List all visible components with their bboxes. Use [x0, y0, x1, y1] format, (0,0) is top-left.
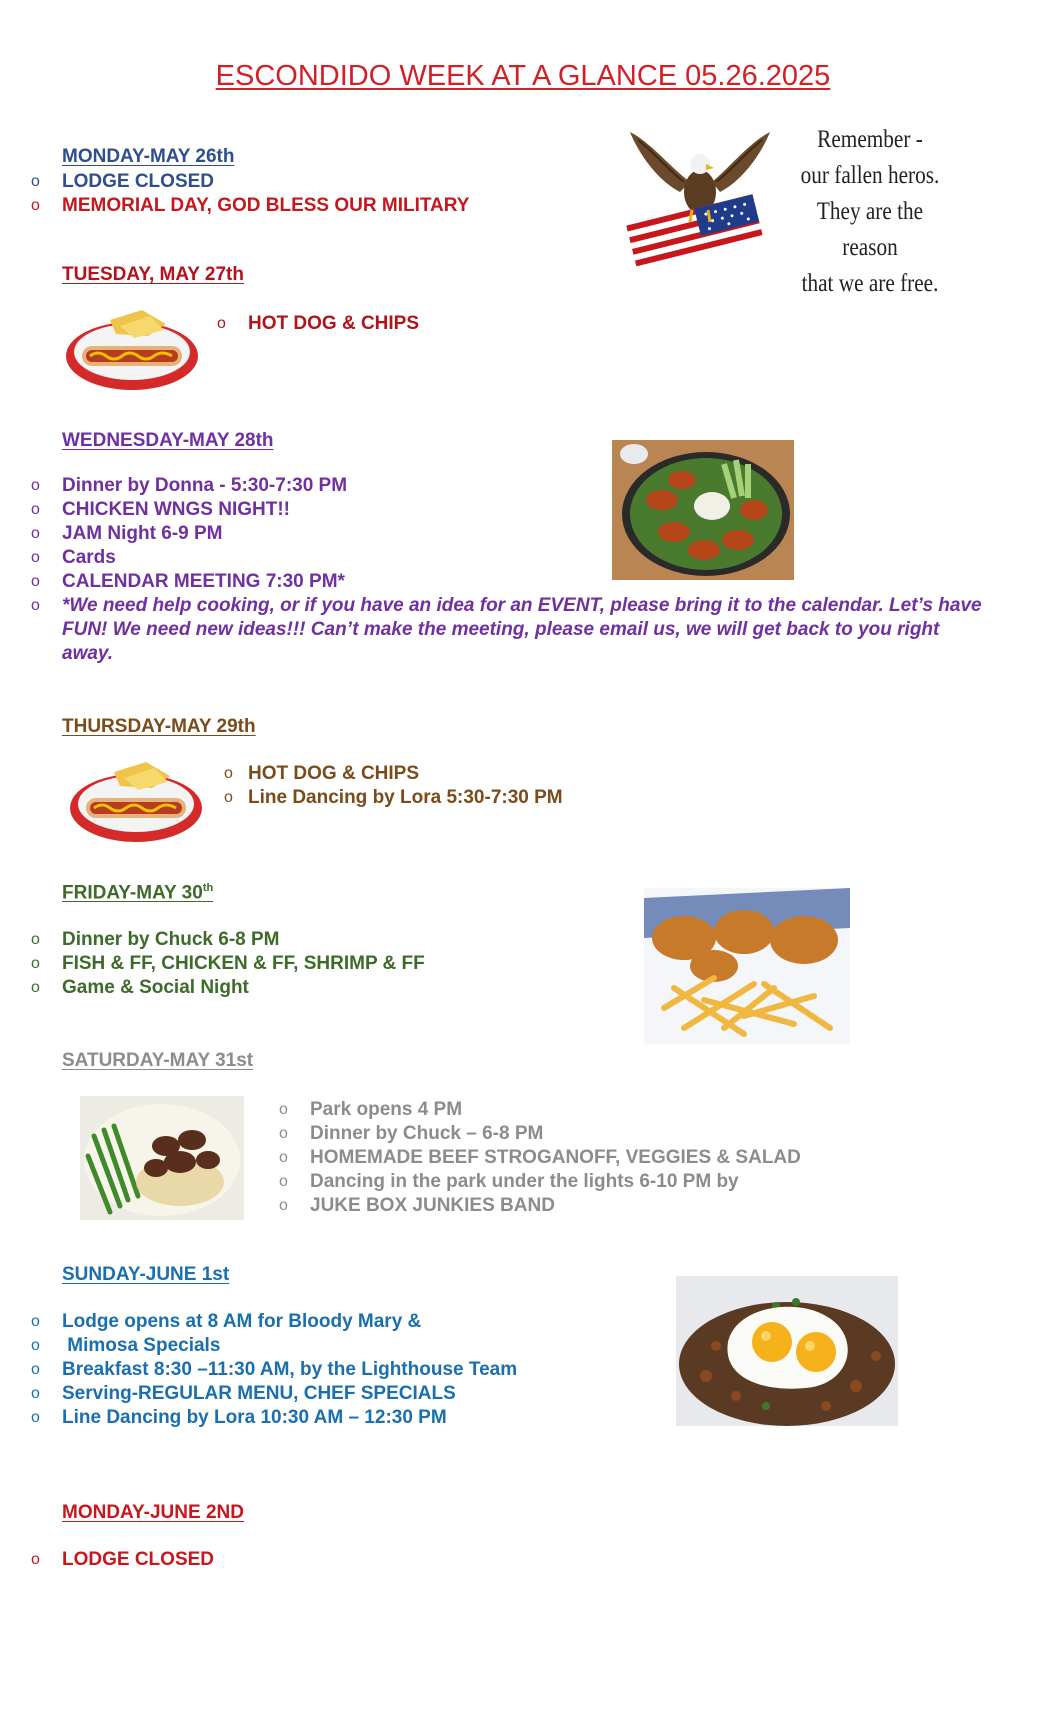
bullet-icon: o: [31, 1409, 40, 1426]
item-text: *We need help cooking, or if you have an idea for an EVENT, please bring it to the calendar. Let’s have FUN! We need new ideas!!! Can’t make the meeting, please email us, we will get back to you right away.: [62, 595, 982, 664]
item-text: Serving-REGULAR MENU, CHEF SPECIALS: [62, 1383, 456, 1404]
list-item: [0, 1382, 517, 1406]
list-item: [0, 952, 425, 976]
list-item: [186, 312, 419, 336]
bullet-icon: o: [217, 315, 226, 332]
bullet-icon: o: [31, 525, 40, 542]
eggs-breakfast-image: [676, 1276, 898, 1426]
page-title: ESCONDIDO WEEK AT A GLANCE 05.26.2025: [215, 60, 831, 92]
list-item: [0, 170, 469, 194]
list-item: [0, 1310, 517, 1334]
memorial-line: that we are free.: [801, 270, 939, 297]
memorial-text: [780, 122, 960, 302]
list-item: [0, 474, 992, 498]
list-item: [248, 1146, 801, 1170]
list-item: [0, 498, 992, 522]
friday-items: [31, 928, 425, 1000]
sunday-items: [31, 1310, 518, 1430]
bullet-icon: o: [279, 1101, 288, 1118]
bullet-icon: o: [31, 197, 40, 214]
bullet-icon: o: [224, 765, 233, 782]
list-item: [0, 1358, 517, 1382]
item-text: Line Dancing by Lora 5:30-7:30 PM: [248, 787, 563, 808]
item-text: LODGE CLOSED: [62, 1549, 215, 1570]
item-text: LODGE CLOSED: [62, 171, 215, 192]
fish-fries-image: [644, 888, 850, 1044]
list-item: [0, 522, 992, 546]
tuesday-items: [186, 312, 419, 336]
bullet-icon: o: [279, 1173, 288, 1190]
item-text: Mimosa Specials: [62, 1335, 221, 1356]
item-text: CALENDAR MEETING 7:30 PM*: [62, 571, 345, 592]
bullet-icon: o: [31, 979, 40, 996]
item-text: HOMEMADE BEEF STROGANOFF, VEGGIES & SALAD: [310, 1147, 801, 1168]
item-text: Game & Social Night: [62, 977, 249, 998]
list-item: [0, 1334, 517, 1358]
item-text: Line Dancing by Lora 10:30 AM – 12:30 PM: [62, 1407, 447, 1428]
item-text: JAM Night 6-9 PM: [62, 523, 223, 544]
bullet-icon: o: [31, 1361, 40, 1378]
friday-heading-main: FRIDAY-MAY 30: [62, 882, 203, 904]
list-item: [248, 1170, 801, 1194]
list-item: [186, 786, 563, 810]
day-heading-wednesday: WEDNESDAY-MAY 28th: [62, 430, 274, 451]
bullet-icon: o: [31, 477, 40, 494]
monday-items: [31, 170, 470, 218]
list-item: [248, 1194, 801, 1218]
hotdog-chips-image: [64, 306, 200, 392]
bullet-icon: o: [31, 931, 40, 948]
day-heading-friday: [62, 882, 213, 904]
bullet-icon: o: [224, 789, 233, 806]
bullet-icon: o: [31, 173, 40, 190]
bullet-icon: o: [31, 501, 40, 518]
wednesday-items: [31, 474, 992, 666]
bullet-icon: o: [31, 1337, 40, 1354]
day-heading-thursday: THURSDAY-MAY 29th: [62, 716, 256, 737]
bullet-icon: o: [31, 1551, 40, 1568]
list-item: [0, 928, 425, 952]
item-text: Dinner by Chuck 6-8 PM: [62, 929, 280, 950]
list-item: [186, 762, 563, 786]
list-item: [0, 1548, 214, 1572]
memorial-line: They are the reason: [816, 198, 924, 261]
saturday-items: [248, 1098, 801, 1218]
bullet-icon: o: [31, 955, 40, 972]
item-text: Dinner by Donna - 5:30-7:30 PM: [62, 475, 348, 496]
bullet-icon: o: [31, 1385, 40, 1402]
day-heading-monday: MONDAY-MAY 26th: [62, 146, 235, 167]
bullet-icon: o: [31, 597, 40, 614]
friday-heading-sup: th: [202, 882, 214, 894]
list-item: [0, 594, 992, 666]
list-item: [0, 194, 469, 218]
item-text: Breakfast 8:30 –11:30 AM, by the Lighthouse Team: [62, 1359, 518, 1380]
bullet-icon: o: [279, 1125, 288, 1142]
list-item: [248, 1098, 801, 1122]
item-text: Park opens 4 PM: [310, 1099, 463, 1120]
list-item: [0, 1406, 517, 1430]
bullet-icon: o: [31, 573, 40, 590]
item-text: JUKE BOX JUNKIES BAND: [310, 1195, 555, 1216]
bullet-icon: o: [31, 549, 40, 566]
item-text: CHICKEN WNGS NIGHT!!: [62, 499, 290, 520]
item-text: HOT DOG & CHIPS: [248, 313, 420, 334]
item-text: MEMORIAL DAY, GOD BLESS OUR MILITARY: [62, 195, 470, 216]
bullet-icon: o: [31, 1313, 40, 1330]
item-text: Dinner by Chuck – 6-8 PM: [310, 1123, 544, 1144]
item-text: HOT DOG & CHIPS: [248, 763, 420, 784]
bullet-icon: o: [279, 1197, 288, 1214]
item-text: FISH & FF, CHICKEN & FF, SHRIMP & FF: [62, 953, 425, 974]
item-text: Dancing in the park under the lights 6-10 PM by: [310, 1171, 739, 1192]
day-heading-saturday: SATURDAY-MAY 31st: [62, 1050, 254, 1071]
day-heading-monday-june: MONDAY-JUNE 2ND: [62, 1502, 244, 1523]
day-heading-sunday: SUNDAY-JUNE 1st: [62, 1264, 230, 1285]
item-text: Lodge opens at 8 AM for Bloody Mary &: [62, 1311, 422, 1332]
list-item: [248, 1122, 801, 1146]
eagle-flag-image: [620, 112, 780, 272]
memorial-line: Remember -: [817, 126, 923, 153]
list-item: [0, 976, 425, 1000]
list-item: [0, 546, 992, 570]
beef-stroganoff-image: [80, 1096, 244, 1220]
list-item: [0, 570, 992, 594]
bullet-icon: o: [279, 1149, 288, 1166]
item-text: Cards: [62, 547, 116, 568]
hotdog-chips-image: [68, 758, 204, 844]
memorial-line: our fallen heros.: [800, 162, 940, 189]
thursday-items: [186, 762, 563, 810]
monday-june-items: [31, 1548, 215, 1572]
day-heading-tuesday: TUESDAY, MAY 27th: [62, 264, 244, 285]
